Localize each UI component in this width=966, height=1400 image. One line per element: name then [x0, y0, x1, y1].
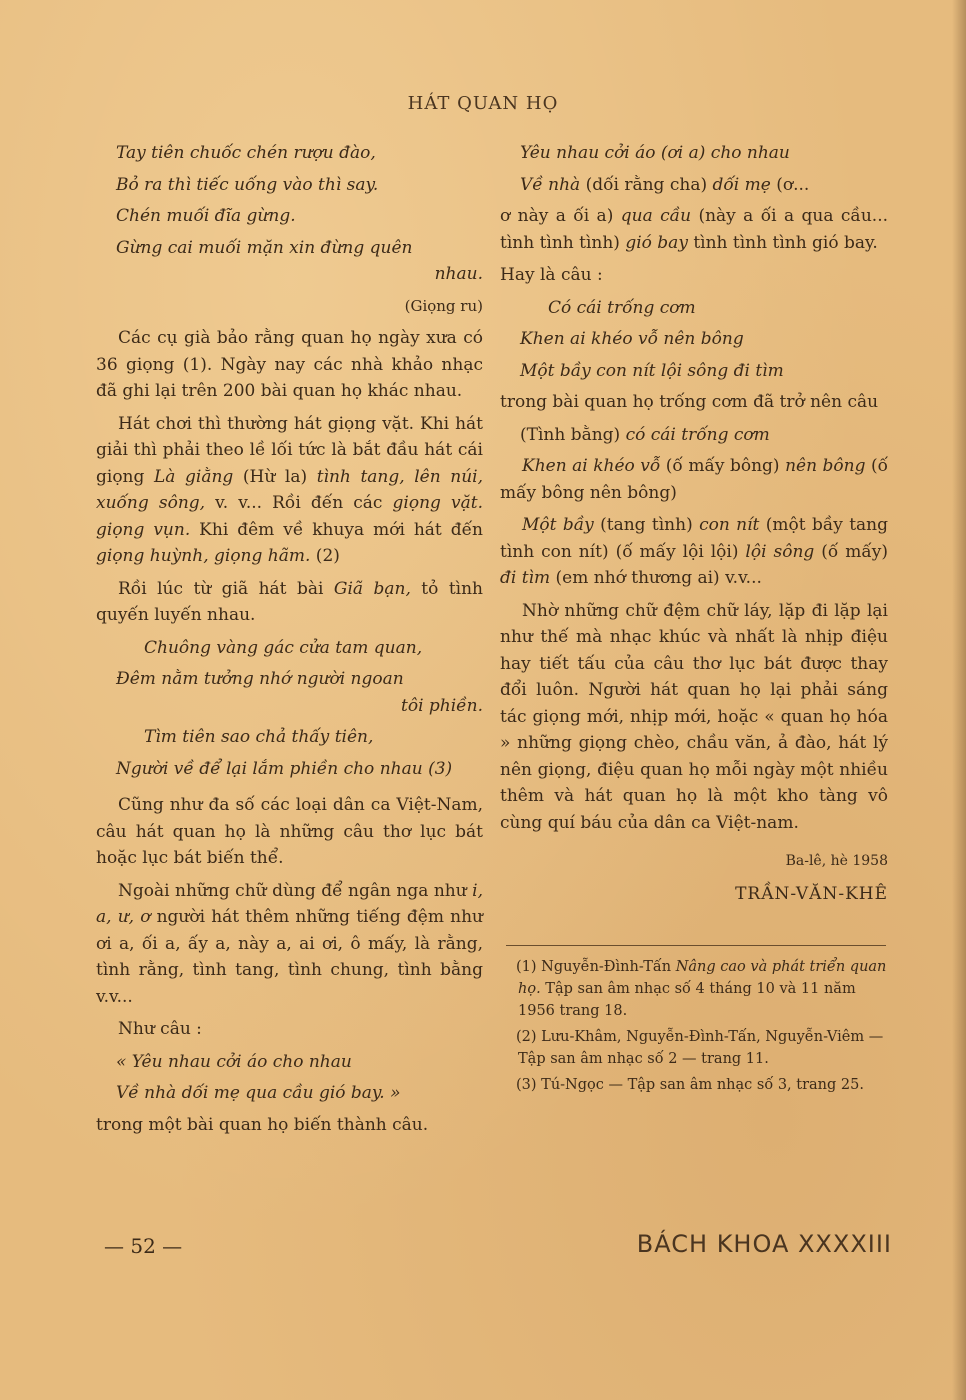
verse-line: Có cái trống cơm — [548, 297, 696, 318]
verse-line: Về nhà dối mẹ qua cầu gió bay. » — [116, 1083, 401, 1103]
footnote: (3) Tú-Ngọc — Tập san âm nhạc số 3, trang 25. — [516, 1077, 864, 1093]
page-edge-shadow — [952, 0, 966, 1400]
footnote: (1) Nguyễn-Đình-Tấn Nâng cao và phát triển quan họ. Tập san âm nhạc số 4 tháng 10 và 11 năm 1956 trang 18. — [516, 959, 887, 1019]
paragraph: Các cụ già bảo rằng quan họ ngày xưa có 36 giọng (1). Ngày nay các nhà khảo nhạc đã ghi lại trên 200 bài quan họ khác nhau. — [96, 328, 483, 401]
paragraph: Nhờ những chữ đệm chữ láy, lặp đi lặp lại như thế mà nhạc khúc và nhất là nhịp điệu hay tiết tấu của câu thơ lục bát được thay đổi luôn. Người hát quan họ lại phải sáng tác giọng mới, nhịp mới, hoặc « quan họ hóa » những giọng chèo, chầu văn, ả đào, hát lý nên giọng, điệu quan họ mỗi ngày một nhiều thêm và hát quan họ là một kho tàng vô cùng quí báu của dân ca Việt-nam. — [500, 600, 888, 833]
verse-line: (Tình bằng) có cái trống cơm — [520, 424, 770, 445]
verse-line: Tìm tiên sao chả thấy tiên, — [144, 727, 374, 747]
verse-line: Một bầy con nít lội sông đi tìm — [520, 360, 784, 381]
verse-line: Chuông vàng gác cửa tam quan, — [144, 637, 423, 658]
paragraph: Rồi lúc từ giã hát bài Giã bạn, tỏ tình quyến luyến nhau. — [96, 578, 483, 625]
left-column — [96, 140, 483, 1144]
author-signature: TRẦN-VĂN-KHÊ — [735, 883, 888, 904]
paragraph: Ngoài những chữ dùng để ngân nga như i, a, ư, ơ người hát thêm những tiếng đệm như ơi a, ối a, ấy a, này a, ai ơi, ô mấy, là rằng, tình rằng, tình tang, tình chung, tình bằng v.v... — [96, 880, 483, 1007]
footnote: (2) Lưu-Khâm, Nguyễn-Đình-Tấn, Nguyễn-Viêm — Tập san âm nhạc số 2 — trang 11. — [516, 1029, 884, 1067]
verse-line: Về nhà (dối rằng cha) dối mẹ (ơ... — [520, 174, 810, 195]
paragraph: Như câu : — [118, 1019, 202, 1039]
verse-line-continuation: tôi phiền. — [401, 695, 483, 716]
verse-line: « Yêu nhau cởi áo cho nhau — [116, 1051, 352, 1072]
verse-line: Bỏ ra thì tiếc uống vào thì say. — [116, 174, 379, 195]
verse-line-continuation: nhau. — [434, 264, 483, 284]
verse-line: Yêu nhau cởi áo (ơi a) cho nhau — [520, 143, 790, 163]
running-header: HÁT QUAN HỌ — [407, 93, 559, 114]
paragraph: Hay là câu : — [500, 265, 603, 285]
magazine-footer: BÁCH KHOA XXXXIII — [636, 1230, 892, 1258]
paragraph: Khen ai khéo vỗ (ố mấy bông) nên bông (ố mấy bông nên bông) — [500, 456, 889, 503]
verse-line: Khen ai khéo vỗ nên bông — [520, 329, 744, 349]
paragraph: Cũng như đa số các loại dân ca Việt-Nam, câu hát quan họ là những câu thơ lục bát hoặc lục bát biến thể. — [96, 795, 483, 868]
paragraph: trong một bài quan họ biến thành câu. — [96, 1114, 429, 1135]
signature-place-date: Ba-lê, hè 1958 — [785, 853, 888, 869]
verse-line: Tay tiên chuốc chén rượu đào, — [116, 143, 376, 163]
right-column — [500, 140, 888, 1100]
verse-line: Chén muối đĩa gừng. — [116, 206, 296, 226]
verse-line: Đêm nằm tưởng nhớ người ngoan — [116, 669, 404, 689]
paragraph: ơ này a ối a) qua cầu (này a ối a qua cầu... tình tình tình) gió bay tình tình tình gió bay. — [500, 206, 889, 253]
verse-line: Gừng cai muối mặn xin đừng quên — [116, 237, 413, 258]
paragraph: Hát chơi thì thường hát giọng vặt. Khi hát giải thì phải theo lề lối tức là bắt đầu hát cái giọng Là giằng (Hừ la) tình tang, lên núi, xuống sông, v. v... Rồi đến các giọng vặt. giọng vụn. Khi đêm về khuya mới hát đến giọng huỳnh, giọng hãm. (2) — [96, 413, 484, 566]
paragraph: Một bầy (tang tình) con nít (một bầy tang tình con nít) (ố mấy lội lội) lội sông (ố mấy) đi tìm (em nhớ thương ai) v.v... — [500, 515, 889, 588]
footnote-divider — [506, 945, 886, 946]
paragraph: trong bài quan họ trống cơm đã trở nên câu — [500, 392, 879, 412]
melody-source: (Giọng ru) — [404, 296, 483, 315]
page-number: — 52 — — [104, 1234, 183, 1258]
verse-line: Người về để lại lắm phiền cho nhau (3) — [116, 758, 453, 779]
